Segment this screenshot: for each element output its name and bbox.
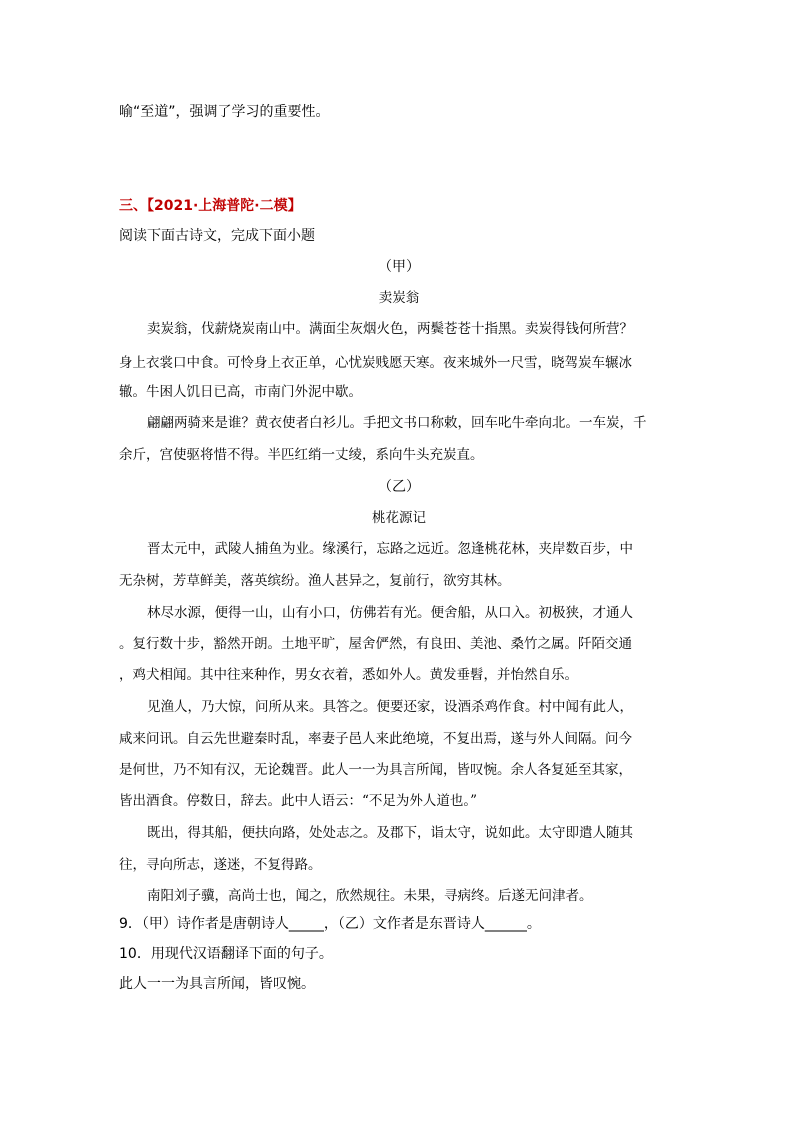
question-10-sentence: 此人一一为具言所闻，皆叹惋。	[119, 976, 315, 992]
prose-line: 咸来问讯。自云先世避秦时乱，率妻子邑人来此绝境，不复出焉，遂与外人间隔。问今	[119, 731, 632, 747]
poem-line: 身上衣裳口中食。可怜身上衣正单，心忧炭贱愿天寒。夜来城外一尺雪，晓驾炭车辗冰	[119, 355, 632, 371]
prose-line: 。复行数十步，豁然开朗。土地平旷，屋舍俨然，有良田、美池、桑竹之属。阡陌交通	[119, 636, 632, 652]
prose-line: ，鸡犬相闻。其中往来种作，男女衣着，悉如外人。黄发垂髫，并怡然自乐。	[119, 667, 578, 683]
section-number: 三、	[119, 198, 147, 214]
prose-line: 无杂树，芳草鲜美，落英缤纷。渔人甚异之，复前行，欲穷其林。	[119, 573, 511, 589]
section-heading	[119, 196, 679, 216]
prose-label: （乙）	[378, 479, 420, 495]
question-9: 9．（甲）诗作者是唐朝诗人_____，（乙）文作者是东晋诗人______。	[119, 916, 541, 932]
prose-line: 林尽水源，便得一山，山有小口，仿佛若有光。便舍船，从口入。初极狭，才通人	[147, 605, 633, 621]
question-10: 10．用现代汉语翻译下面的句子。	[119, 946, 333, 962]
intro-line: 喻“至道”，强调了学习的重要性。	[119, 104, 330, 120]
prose-line: 既出，得其船，便扶向路，处处志之。及郡下，诣太守，说如此。太守即遣人随其	[147, 825, 633, 841]
prose-title: 桃花源记	[372, 510, 426, 526]
prose-line: 皆出酒食。停数日，辞去。此中人语云：“不足为外人道也。”	[119, 793, 478, 809]
prose-line: 往，寻向所志，遂迷，不复得路。	[119, 857, 322, 873]
poem-line: 辙。牛困人饥日已高，市南门外泥中歇。	[119, 384, 362, 400]
section-source: 【2021·上海普陀·二模】	[147, 198, 302, 214]
poem-line: 翩翩两骑来是谁？黄衣使者白衫儿。手把文书口称敕，回车叱牛牵向北。一车炭，千	[147, 415, 647, 431]
poem-label: （甲）	[378, 259, 420, 275]
section-instruction: 阅读下面古诗文，完成下面小题	[119, 228, 315, 244]
prose-line: 是何世，乃不知有汉，无论魏晋。此人一一为具言所闻，皆叹惋。余人各复延至其家，	[119, 762, 632, 778]
prose-line: 晋太元中，武陵人捕鱼为业。缘溪行，忘路之远近。忽逢桃花林，夹岸数百步，中	[147, 541, 633, 557]
prose-line: 见渔人，乃大惊，问所从来。具答之。便要还家，设酒杀鸡作食。村中闻有此人，	[147, 699, 633, 715]
poem-line: 余斤，宫使驱将惜不得。半匹红绡一丈绫，系向牛头充炭直。	[119, 447, 484, 463]
poem-title: 卖炭翁	[378, 290, 420, 306]
prose-line: 南阳刘子骥，高尚士也，闻之，欣然规往。未果，寻病终。后遂无问津者。	[147, 888, 593, 904]
poem-line: 卖炭翁，伐薪烧炭南山中。满面尘灰烟火色，两鬓苍苍十指黑。卖炭得钱何所营？	[147, 321, 633, 337]
